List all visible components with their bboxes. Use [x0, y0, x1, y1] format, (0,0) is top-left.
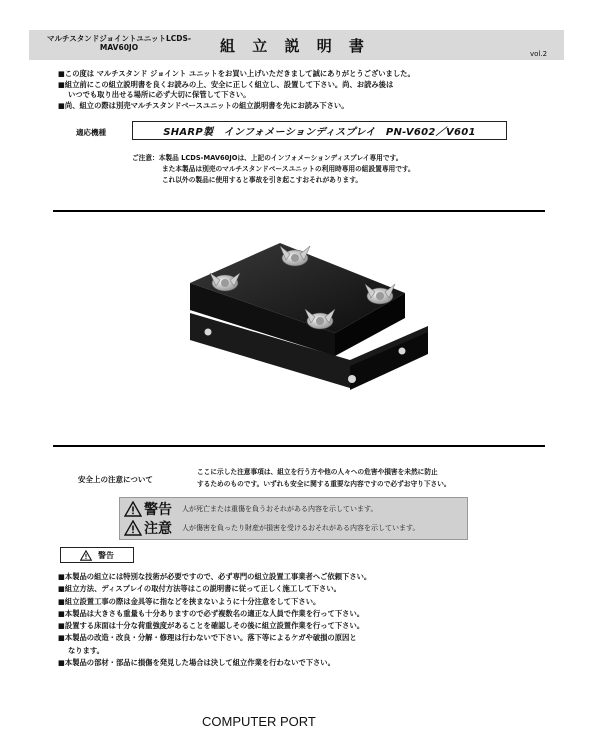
notes — [132, 153, 492, 186]
product-image — [170, 228, 440, 428]
warning-title: 警告 — [98, 550, 114, 560]
safety-desc-line: するためのものです。いずれも安全に関する重要な内容ですので必ずお守り下さい。 — [197, 480, 451, 488]
version-label: vol.2 — [530, 50, 548, 58]
hazard-legend-box — [119, 497, 468, 540]
divider — [53, 445, 545, 447]
warning-triangle-icon — [80, 550, 92, 561]
intro-line: ■この度は マルチスタンド ジョイント ユニットをお買い上げいただきまして誠にありがとうございました。 — [58, 69, 415, 78]
warning-item: ■本製品は大きさも重量も十分ありますので必ず複数名の適正な人員で作業を行って下さい。 — [58, 608, 365, 618]
intro-line: ■組立前にこの組立説明書を良くお読みの上、安全に正しく組立し、設置して下さい。尚、お読み後は — [58, 79, 394, 89]
product-name-line2: MAV60JO — [99, 43, 139, 52]
warning-triangle-icon — [124, 520, 142, 536]
warning-heading — [60, 547, 134, 563]
warning-item: ■本製品の部材・部品に損傷を発見した場合は決して組立作業を行わないで下さい。 — [58, 658, 335, 668]
product-name-line1: マルチスタンドジョイントユニットLCDS- — [47, 34, 191, 43]
warning-triangle-icon — [124, 501, 142, 517]
hazard-row-caution — [124, 518, 419, 538]
safety-label: 安全上の注意について — [78, 475, 153, 484]
note-line: また本製品は別売のマルチスタンドベースユニットの利用時専用の組設置専用です。 — [162, 165, 415, 173]
intro-line: いつでも取り出せる場所に必ず大切に保管して下さい。 — [68, 90, 251, 99]
warning-item: ■本製品の改造・改良・分解・修理は行わないで下さい。落下等によるケガや破損の原因と — [58, 633, 357, 643]
model-box: SHARP製 インフォメーションディスプレイ PN-V602／V601 — [132, 121, 507, 140]
warning-item: ■本製品の組立には特別な技術が必要ですので、必ず専門の組立設置工事業者へご依頼下さい。 — [58, 572, 372, 581]
safety-description — [197, 466, 487, 490]
warning-item: ■組立設置工事の際は金具等に指などを挟まないように十分注意をして下さい。 — [58, 596, 321, 606]
hazard-label-warning: 警告 — [144, 502, 172, 518]
company-name: COMPUTER PORT — [202, 714, 316, 729]
hazard-row-warning — [124, 499, 377, 519]
note-line: ご注意：本製品 LCDS-MAV60JOは、上記のインフォメーションディスプレイ専用です。 — [132, 154, 403, 162]
note-line: これ以外の製品に使用すると事故を引き起こすおそれがあります。 — [162, 176, 363, 184]
safety-desc-line: ここに示した注意事項は、組立を行う方や他の人々への危害や損害を未然に防止 — [197, 468, 438, 476]
hazard-text-warning: 人が死亡または重傷を負うおそれがある内容を示しています。 — [182, 505, 378, 513]
intro-text — [58, 69, 528, 111]
warning-list — [58, 571, 538, 669]
warning-item: なります。 — [68, 645, 104, 655]
intro-line: ■尚、組立の際は別売マルチスタンドベースユニットの組立説明書を先にお読み下さい。 — [58, 100, 349, 110]
model-label: 適応機種 — [76, 128, 106, 137]
divider — [53, 210, 545, 212]
hazard-text-caution: 人が傷害を負ったり財産が損害を受けるおそれがある内容を示しています。 — [182, 524, 420, 532]
document-title: 組 立 説 明 書 — [220, 37, 370, 55]
warning-item: ■組立方法、ディスプレイの取付方法等はこの説明書に従って正しく施工して下さい。 — [58, 584, 341, 594]
warning-item: ■設置する床面は十分な荷重強度があることを確認しその後に組立設置作業を行って下さい。 — [58, 621, 365, 631]
hazard-label-caution: 注意 — [144, 521, 172, 537]
